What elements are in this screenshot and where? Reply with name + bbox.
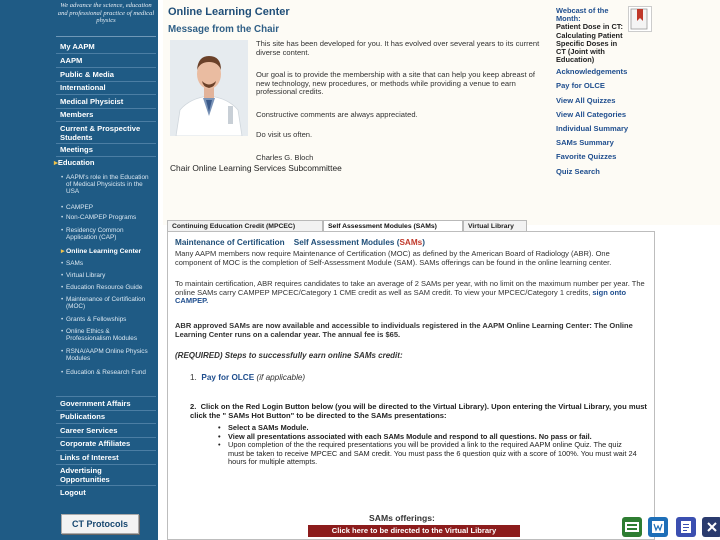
step-2 xyxy=(190,403,650,420)
divider xyxy=(56,450,156,451)
bookmark-icon[interactable] xyxy=(628,6,652,32)
required-steps-heading: (REQUIRED) Steps to successfully earn online SAMs credit: xyxy=(175,351,403,360)
sidebar-subitem-label: Online Learning Center xyxy=(66,248,142,255)
sidebar-subitem-label: Education Resource Guide xyxy=(66,284,143,291)
tab-content xyxy=(167,231,655,540)
divider xyxy=(56,67,156,68)
sidebar-subitem-label: CAMPEP xyxy=(66,204,93,211)
page-title: Online Learning Center xyxy=(168,6,290,18)
sidebar-item-label: Education xyxy=(57,158,95,167)
pay-for-olce-step-link[interactable]: Pay for OLCE xyxy=(201,373,255,382)
step-number: 2. xyxy=(190,402,197,411)
divider xyxy=(56,423,156,424)
sidebar-subitem-label: RSNA/AAPM Online Physics Modules xyxy=(66,348,148,363)
chair-photo xyxy=(170,40,248,136)
sidebar-subitem-campep[interactable] xyxy=(61,204,153,211)
signature: Charles G. Bloch xyxy=(256,153,314,162)
divider xyxy=(56,81,156,82)
step-1 xyxy=(190,373,305,382)
list-item: • Select a SAMs Module. xyxy=(218,424,638,433)
sams-summary-link[interactable]: SAMs Summary xyxy=(556,138,614,147)
chair-title: Chair Online Learning Services Subcommittee xyxy=(170,163,342,173)
sidebar-item-corporate-affiliates[interactable]: Corporate Affiliates xyxy=(60,439,131,448)
sidebar-subitem-label: Online Ethics & Professionalism Modules xyxy=(66,328,138,343)
message-paragraph: Do visit us often. xyxy=(256,130,313,139)
tab-mpcec[interactable]: Continuing Education Credit (MPCEC) xyxy=(167,220,323,232)
sidebar-item-meetings[interactable]: Meetings xyxy=(60,145,93,154)
sidebar-subitem-sams[interactable] xyxy=(61,260,153,267)
sidebar-subitem-virtual-library[interactable] xyxy=(61,272,153,279)
divider xyxy=(56,108,156,109)
virtual-library-button[interactable]: Click here to be directed to the Virtual Library xyxy=(308,525,520,537)
list-item: • Upon completion of the the required presentations you will be provided a link to the required AAPM online Quiz. The quiz must be taken to receive MPCEC and SAM credit. You must pass the 6 question quiz with a score of 100%. You must wait 24 hours for multiple attempts. xyxy=(218,441,638,467)
sidebar-subitem-label: Residency Common Application (CAP) xyxy=(66,227,124,242)
close-icon[interactable] xyxy=(702,517,720,537)
step-text: Click on the Red Login Button below (you will be directed to the Virtual Library). Upon entering the Virtual Library, you must click the " SAMs Hot Button" to be directed to the SAMs presentations: xyxy=(190,402,647,420)
quiz-search-link[interactable]: Quiz Search xyxy=(556,167,600,176)
sidebar-subitem-aapm-role[interactable] xyxy=(61,174,153,196)
step-2-list xyxy=(218,424,638,467)
step-note: (if applicable) xyxy=(256,373,306,382)
divider xyxy=(56,36,156,37)
bullet-icon: • xyxy=(61,214,64,221)
bullet-icon: • xyxy=(61,369,64,376)
sidebar-item-public-media[interactable]: Public & Media xyxy=(60,70,115,79)
tab-virtual-library[interactable]: Virtual Library xyxy=(463,220,527,232)
sidebar-item-medical-physicist[interactable]: Medical Physicist xyxy=(60,97,124,106)
sidebar-subitem-resource-guide[interactable] xyxy=(61,284,153,291)
sidebar-subitem-ethics[interactable] xyxy=(61,328,153,342)
bullet-icon: • xyxy=(61,296,64,303)
divider xyxy=(56,437,156,438)
webcast-of-month[interactable] xyxy=(556,7,626,64)
bullet-icon: • xyxy=(61,174,64,181)
list-item: • View all presentations associated with each SAMs Module and respond to all questions. No pass or fail. xyxy=(218,433,638,442)
bullet-icon: • xyxy=(61,272,64,279)
divider xyxy=(56,53,156,54)
sidebar-subitem-residency-cap[interactable] xyxy=(61,227,153,241)
ct-protocols-button[interactable]: CT Protocols xyxy=(61,514,139,534)
content-paragraph: Many AAPM members now require Maintenance of Certification (MOC) as defined by the American Board of Radiology (ABR). One component of MOC is the completion of Self-Assessment Module (SAM). SAMs offerings can be found in the online learning center. xyxy=(175,249,612,267)
bullet-icon: • xyxy=(61,284,64,291)
view-all-categories-link[interactable]: View All Categories xyxy=(556,110,627,119)
sidebar-subitem-label: Grants & Fellowships xyxy=(66,316,127,323)
tagline: We advance the science, education and professional practice of medical physics xyxy=(57,2,155,24)
sidebar-subitem-rsna[interactable] xyxy=(61,348,153,362)
sidebar-subitem-label: AAPM's role in the Education of Medical Physicists in the USA xyxy=(66,174,149,196)
webcast-description: Patient Dose in CT: Calculating Patient Specific Doses in CT (Joint with Education) xyxy=(556,22,623,65)
bullet-icon: • xyxy=(61,316,64,323)
acknowledgements-link[interactable]: Acknowledgements xyxy=(556,67,628,76)
bullet-icon: • xyxy=(61,260,64,267)
document-icon[interactable] xyxy=(676,517,696,537)
divider xyxy=(56,396,156,397)
message-paragraph: This site has been developed for you. It has evolved over several years to its current diverse content. xyxy=(256,39,540,57)
favorite-quizzes-link[interactable]: Favorite Quizzes xyxy=(556,152,617,161)
sidebar-subitem-moc[interactable] xyxy=(61,296,153,310)
content-paragraph: ABR approved SAMs are now available and accessible to individuals registered in the AAPM Online Learning Center: The Online Learning Center runs on a calendar year. The annual fee is $65. xyxy=(175,321,633,339)
view-all-quizzes-link[interactable]: View All Quizzes xyxy=(556,96,616,105)
sidebar-item-career-services[interactable]: Career Services xyxy=(60,426,118,435)
content-text: To maintain certification, ABR requires candidates to take an average of 2 SAMs per year, with no limit on the maximum number per year. The online SAMs carry CAMPEP MPCEC/Category 1 CME credit as well as SAM credit. To view your MPCEC/Category 1 credits, xyxy=(175,279,645,297)
divider xyxy=(56,156,156,157)
sidebar-item-aapm[interactable]: AAPM xyxy=(60,56,83,65)
tab-sams[interactable]: Self Assessment Modules (SAMs) xyxy=(323,220,463,232)
sidebar-subitem-olc[interactable] xyxy=(61,248,153,255)
sidebar-item-publications[interactable]: Publications xyxy=(60,412,106,421)
word-icon[interactable] xyxy=(648,517,668,537)
sidebar-subitem-label: Maintenance of Certification (MOC) xyxy=(66,296,146,311)
excel-icon[interactable] xyxy=(622,517,642,537)
divider xyxy=(56,410,156,411)
bullet-icon: • xyxy=(61,227,64,234)
sidebar-item-advertising[interactable]: Advertising Opportunities xyxy=(60,466,110,484)
bullet-icon: • xyxy=(61,348,64,355)
sidebar-item-education[interactable] xyxy=(54,159,95,168)
divider xyxy=(56,94,156,95)
webcast-title: Webcast of the Month: xyxy=(556,6,609,24)
sidebar-item-members[interactable]: Members xyxy=(60,110,94,119)
section-title: Message from the Chair xyxy=(168,24,280,35)
pay-for-olce-link[interactable]: Pay for OLCE xyxy=(556,81,605,90)
content-title-highlight: SAMs xyxy=(399,238,423,247)
sidebar-subitem-label: SAMs xyxy=(66,260,84,267)
campep-link[interactable]: sign onto CAMPEP. xyxy=(175,287,627,306)
divider xyxy=(56,121,156,122)
sidebar-item-my-aapm[interactable]: My AAPM xyxy=(60,42,95,51)
sidebar-item-links-of-interest[interactable]: Links of Interest xyxy=(60,453,119,462)
step-number: 1. xyxy=(190,373,197,382)
individual-summary-link[interactable]: Individual Summary xyxy=(556,124,629,133)
content-title-text: Maintenance of Certification Self Assessment Modules ( xyxy=(175,238,400,247)
divider xyxy=(56,143,156,144)
divider xyxy=(56,485,156,486)
sidebar-subitem-label: Virtual Library xyxy=(66,272,106,279)
sams-offerings-label: SAMs offerings: xyxy=(369,513,435,523)
sidebar-subitem-grants[interactable] xyxy=(61,316,153,323)
sidebar-subitem-non-campep[interactable] xyxy=(61,214,153,221)
content-paragraph xyxy=(175,280,645,306)
sidebar-subitem-fund[interactable] xyxy=(61,369,153,376)
expand-arrow-icon: ▸ xyxy=(54,158,58,167)
content-title xyxy=(175,238,425,247)
sidebar-subitem-label: Education & Research Fund xyxy=(66,369,146,376)
sidebar-item-logout[interactable]: Logout xyxy=(60,488,86,497)
bullet-icon: • xyxy=(61,328,64,335)
bullet-icon: • xyxy=(61,204,64,211)
sidebar-item-students[interactable]: Current & Prospective Students xyxy=(60,124,141,142)
sidebar-item-government-affairs[interactable]: Government Affairs xyxy=(60,399,131,408)
content-title-text: ) xyxy=(422,238,425,247)
sidebar-item-international[interactable]: International xyxy=(60,83,106,92)
message-paragraph: Constructive comments are always appreciated. xyxy=(256,110,418,119)
sidebar-subitem-label: Non-CAMPEP Programs xyxy=(66,214,137,221)
divider xyxy=(56,464,156,465)
arrow-icon: ▸ xyxy=(61,248,65,255)
message-paragraph: Our goal is to provide the membership with a site that can help you keep abreast of new technology, new procedures, or methods while providing a venue to earn professional credits. xyxy=(256,70,536,97)
